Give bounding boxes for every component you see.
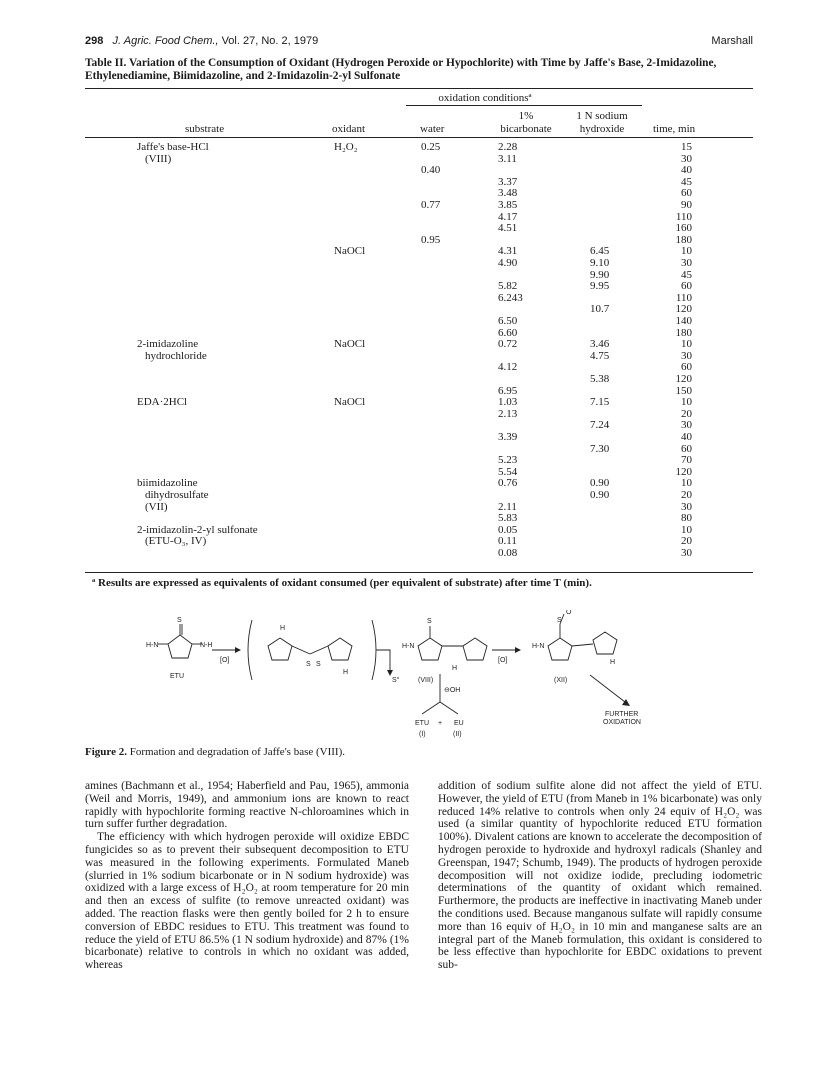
cell-oxidant: NaOCl: [334, 245, 366, 258]
cell-bicarb: 0.76: [498, 477, 518, 490]
svg-text:S: S: [177, 617, 182, 624]
cell-time: 40: [681, 431, 692, 443]
table-bottom-rule: [85, 572, 753, 573]
label-hydroxide: ⊖OH: [444, 687, 461, 694]
cell-bicarb: 1.03: [498, 396, 518, 409]
cell-time: 45: [681, 175, 692, 188]
cell-naoh: 4.75: [590, 349, 610, 362]
cell-time: 30: [681, 547, 692, 559]
table-row: [0, 257, 816, 269]
svg-text:H-N: H-N: [532, 643, 545, 650]
svg-text:N-H: N-H: [200, 642, 213, 649]
cell-bicarb: 5.23: [498, 454, 518, 467]
cell-time: 80: [681, 512, 692, 525]
table-row: [0, 512, 816, 524]
cell-substrate: (ETU-O₃, IV): [145, 535, 207, 548]
reaction-scheme: [140, 610, 690, 750]
cell-naoh: 10.7: [590, 303, 610, 316]
cell-bicarb: 3.39: [498, 431, 518, 443]
paragraph: amines (Bachmann et al., 1954; Haberfield and Pau, 1965), ammonia (Weil and Morris, 1949), and ammonium ions are known to react rapidly with hypochlorite forming reactive N-chloroamines which in turn suffer further degradation.: [85, 780, 409, 831]
etu-structure: [158, 624, 202, 658]
col-header-bicarb-2: bicarbonate: [500, 123, 552, 135]
cell-time: 90: [681, 199, 692, 211]
table-row: [0, 373, 816, 385]
cell-bicarb: 3.37: [498, 175, 518, 188]
table-top-rule: [85, 88, 753, 89]
table-row: [0, 187, 816, 199]
cell-bicarb: 5.82: [498, 280, 518, 293]
paragraph: The efficiency with which hydrogen peroxide will oxidize EBDC fungicides so as to prevent their subsequent decomposition to ETU was measured in the following experiments. Formulated Maneb (slurried in 1% sodium bicarbonate or in N sodium hydroxide) was oxidized with a large excess of H₂O₂ at room temperature for 20 min and then an excess of sulfite (to remove unreacted oxidant) was added. The reaction flasks were then gently boiled for 2 h to ensure conversion of EBDC residues to ETU. This treatment was found to reduce the yield of ETU 86.5% (1 N sodium hydroxide) and 87% (1% bicarbonate) relative to controls in which no oxidant was added, whereas: [85, 831, 409, 972]
running-header: [85, 35, 753, 49]
col-header-naoh-1: 1 N sodium: [576, 110, 628, 122]
cell-substrate: biimidazoline: [137, 477, 198, 490]
cell-time: 60: [681, 280, 692, 293]
cell-time: 110: [675, 210, 692, 223]
table-row: [0, 199, 816, 211]
table-row: [0, 153, 816, 165]
svg-text:O: O: [566, 610, 572, 616]
label-ii: (II): [453, 731, 462, 738]
cell-time: 10: [681, 245, 692, 258]
label-eu: EU: [454, 720, 464, 727]
label-oxidation: OXIDATION: [603, 719, 641, 726]
body-column-right: [438, 780, 762, 972]
body-column-left: [85, 780, 409, 972]
cell-time: 60: [681, 361, 692, 374]
cell-time: 10: [681, 523, 692, 536]
svg-text:H: H: [610, 659, 616, 666]
table-row: [0, 396, 816, 408]
table-row: [0, 535, 816, 547]
cell-bicarb: 0.72: [498, 338, 518, 351]
table-header-rule: [85, 137, 753, 138]
col-header-oxidant: oxidant: [332, 123, 365, 135]
svg-text:S: S: [427, 618, 432, 625]
cell-time: 30: [681, 257, 692, 269]
table-footnote: ª Results are expressed as equivalents of oxidant consumed (per equivalent of substrate) after time T (min).: [92, 577, 592, 589]
svg-text:H-N: H-N: [402, 643, 415, 650]
table-row: [0, 477, 816, 489]
cell-naoh: 3.46: [590, 338, 610, 351]
table-row: [0, 454, 816, 466]
cell-naoh: 9.95: [590, 280, 610, 293]
cell-oxidant: NaOCl: [334, 396, 366, 409]
col-header-time: time, min: [653, 123, 696, 135]
table-row: [0, 303, 816, 315]
cell-oxidant: H₂O₂: [334, 141, 358, 153]
cell-time: 110: [675, 291, 692, 304]
col-header-water: water: [420, 123, 445, 135]
cell-bicarb: 0.11: [498, 535, 517, 548]
cell-time: 20: [681, 535, 692, 548]
table-row: [0, 466, 816, 478]
group-rule: [406, 105, 642, 106]
table-caption: Table II. Variation of the Consumption of Oxidant (Hydrogen Peroxide or Hypochlorite) with Time by Jaffe's Base, 2-Imidazoline, Ethylenediamine, Biimidazoline, and 2-Imidazolin-2-yl Sulfonate: [85, 57, 717, 82]
cell-bicarb: 2.13: [498, 407, 518, 420]
table-row: [0, 547, 816, 559]
cell-naoh: 7.15: [590, 396, 610, 409]
cell-time: 20: [681, 489, 692, 501]
cell-bicarb: 0.08: [498, 547, 518, 559]
cell-time: 10: [681, 477, 692, 490]
cell-time: 10: [681, 338, 692, 351]
paragraph: addition of sodium sulfite alone did not affect the yield of ETU. However, the yield of ETU (from Maneb in 1% bicarbonate) was only reduced 14% relative to controls when only 24 equiv of H₂O₂ was used (a similar quantity of hypochlorite reduced ETU formation 100%). Divalent cations are known to accelerate the decomposition of hydrogen peroxide to hydroxide and hydroxyl radicals (Shanley and Greenspan, 1947; Schumb, 1949). The products of hydrogen peroxide decomposition will not oxidize iodide, precluding iodometric determinations of the quantity of oxidant which remained. Furthermore, the products are ineffective in inactivating Maneb under the conditions used. Because manganous sulfate will rapidly consume more than 16 equiv of H₂O₂ in 10 min and manganese salts are an integral part of the Maneb formulation, this oxidant is considered to be less effective than hypochlorite for EBDC oxidations to prevent sub-: [438, 780, 762, 972]
running-author: Marshall: [711, 35, 753, 47]
jaffes-base-structure: [418, 626, 487, 660]
cell-substrate: 2-imidazolin-2-yl sulfonate: [137, 523, 258, 536]
label-i: (I): [419, 731, 426, 738]
cell-naoh: 7.30: [590, 442, 610, 455]
cell-time: 120: [675, 303, 692, 316]
svg-text:S: S: [557, 617, 562, 624]
cell-bicarb: 5.83: [498, 512, 518, 525]
svg-text:H: H: [452, 665, 458, 672]
cell-time: 10: [681, 396, 692, 409]
cell-bicarb: 4.12: [498, 361, 518, 374]
label-plus: +: [438, 720, 443, 727]
cell-substrate: (VIII): [145, 152, 172, 165]
table-row: [0, 350, 816, 362]
cell-substrate: EDA·2HCl: [137, 396, 188, 409]
cell-bicarb: 6.60: [498, 326, 518, 339]
svg-text:H-N: H-N: [146, 642, 159, 649]
table-row: [0, 431, 816, 443]
label-xii: (XII): [554, 677, 568, 684]
cell-time: 140: [675, 315, 692, 327]
cell-time: 30: [681, 152, 692, 165]
cell-time: 180: [675, 326, 692, 339]
table-row: [0, 338, 816, 350]
cell-time: 30: [681, 419, 692, 432]
table-row: [0, 443, 816, 455]
label-etu: ETU: [170, 673, 184, 680]
cell-water: 0.40: [421, 164, 441, 177]
cell-time: 30: [681, 500, 692, 513]
cell-time: 15: [681, 141, 692, 153]
label-etu-product: ETU: [415, 720, 429, 727]
cell-time: 60: [681, 187, 692, 200]
cell-substrate: Jaffe's base-HCl: [137, 141, 209, 153]
cell-bicarb: 3.48: [498, 187, 518, 200]
cell-substrate: hydrochloride: [145, 349, 207, 362]
cell-time: 45: [681, 268, 692, 281]
label-further: FURTHER: [605, 711, 639, 718]
table-row: [0, 292, 816, 304]
cell-time: 20: [681, 407, 692, 420]
table-row: [0, 234, 816, 246]
cell-time: 60: [681, 442, 692, 455]
cell-bicarb: 3.11: [498, 152, 517, 165]
cell-water: 0.95: [421, 233, 441, 246]
table-row: [0, 524, 816, 536]
cell-naoh: 9.90: [590, 268, 610, 281]
table-row: [0, 222, 816, 234]
journal-volume: Vol. 27, No. 2, 1979: [221, 35, 319, 47]
label-oxidation-2: [O]: [498, 657, 508, 664]
cell-bicarb: 6.95: [498, 384, 518, 397]
cell-bicarb: 3.85: [498, 199, 518, 211]
cell-substrate: (VII): [145, 500, 168, 513]
table-row: [0, 269, 816, 281]
cell-time: 70: [681, 454, 692, 467]
cell-oxidant: NaOCl: [334, 338, 366, 351]
cell-naoh: 5.38: [590, 373, 610, 385]
cell-bicarb: 6.50: [498, 315, 518, 327]
cell-naoh: 7.24: [590, 419, 610, 432]
cell-bicarb: 2.11: [498, 500, 517, 513]
cell-naoh: 0.90: [590, 477, 610, 490]
svg-text:H: H: [343, 669, 349, 676]
table-row: [0, 280, 816, 292]
cell-bicarb: 4.90: [498, 257, 518, 269]
col-header-substrate: substrate: [185, 123, 225, 135]
group-header: oxidation conditionsª: [438, 92, 532, 104]
cell-water: 0.77: [421, 199, 441, 211]
svg-text:S: S: [316, 661, 321, 668]
table-row: [0, 141, 816, 153]
table-row: [0, 385, 816, 397]
cell-time: 120: [675, 373, 692, 385]
cell-bicarb: 0.05: [498, 523, 518, 536]
table-row: [0, 164, 816, 176]
table-row: [0, 327, 816, 339]
label-oxidation-1: [O]: [220, 657, 230, 664]
svg-text:S: S: [306, 661, 311, 668]
cell-bicarb: 4.51: [498, 222, 518, 235]
cell-bicarb: 4.31: [498, 245, 518, 258]
figure-caption-label: Figure 2.: [85, 746, 127, 758]
label-sulfur: S°: [392, 677, 400, 684]
cell-time: 30: [681, 349, 692, 362]
figure-caption: [85, 746, 345, 758]
intermediate-structure: [268, 638, 352, 660]
cell-time: 180: [675, 233, 692, 246]
cell-time: 120: [675, 465, 692, 478]
table-row: [0, 176, 816, 188]
cell-substrate: dihydrosulfate: [145, 489, 209, 501]
cell-bicarb: 6.243: [498, 291, 523, 304]
table-row: [0, 501, 816, 513]
cell-bicarb: 4.17: [498, 210, 518, 223]
table-row: [0, 211, 816, 223]
svg-text:H: H: [280, 625, 286, 632]
cell-naoh: 9.10: [590, 257, 610, 269]
cell-substrate: 2-imidazoline: [137, 338, 199, 351]
cell-bicarb: 2.28: [498, 141, 518, 153]
table-row: [0, 419, 816, 431]
cell-bicarb: 5.54: [498, 465, 518, 478]
col-header-naoh-2: hydroxide: [579, 123, 625, 135]
cell-naoh: 6.45: [590, 245, 610, 258]
page-number: 298: [85, 35, 104, 47]
cell-time: 150: [675, 384, 692, 397]
figure-caption-text: Formation and degradation of Jaffe's base (VIII).: [129, 746, 346, 758]
cell-time: 160: [675, 222, 692, 235]
col-header-bicarb-1: 1%: [518, 110, 534, 122]
table-row: [0, 489, 816, 501]
cell-naoh: 0.90: [590, 489, 610, 501]
journal-name: J. Agric. Food Chem.,: [112, 35, 219, 47]
table-row: [0, 315, 816, 327]
cell-time: 40: [681, 164, 692, 177]
table-row: [0, 245, 816, 257]
label-viii: (VIII): [418, 677, 434, 684]
table-row: [0, 361, 816, 373]
table-row: [0, 408, 816, 420]
cell-water: 0.25: [421, 141, 441, 153]
